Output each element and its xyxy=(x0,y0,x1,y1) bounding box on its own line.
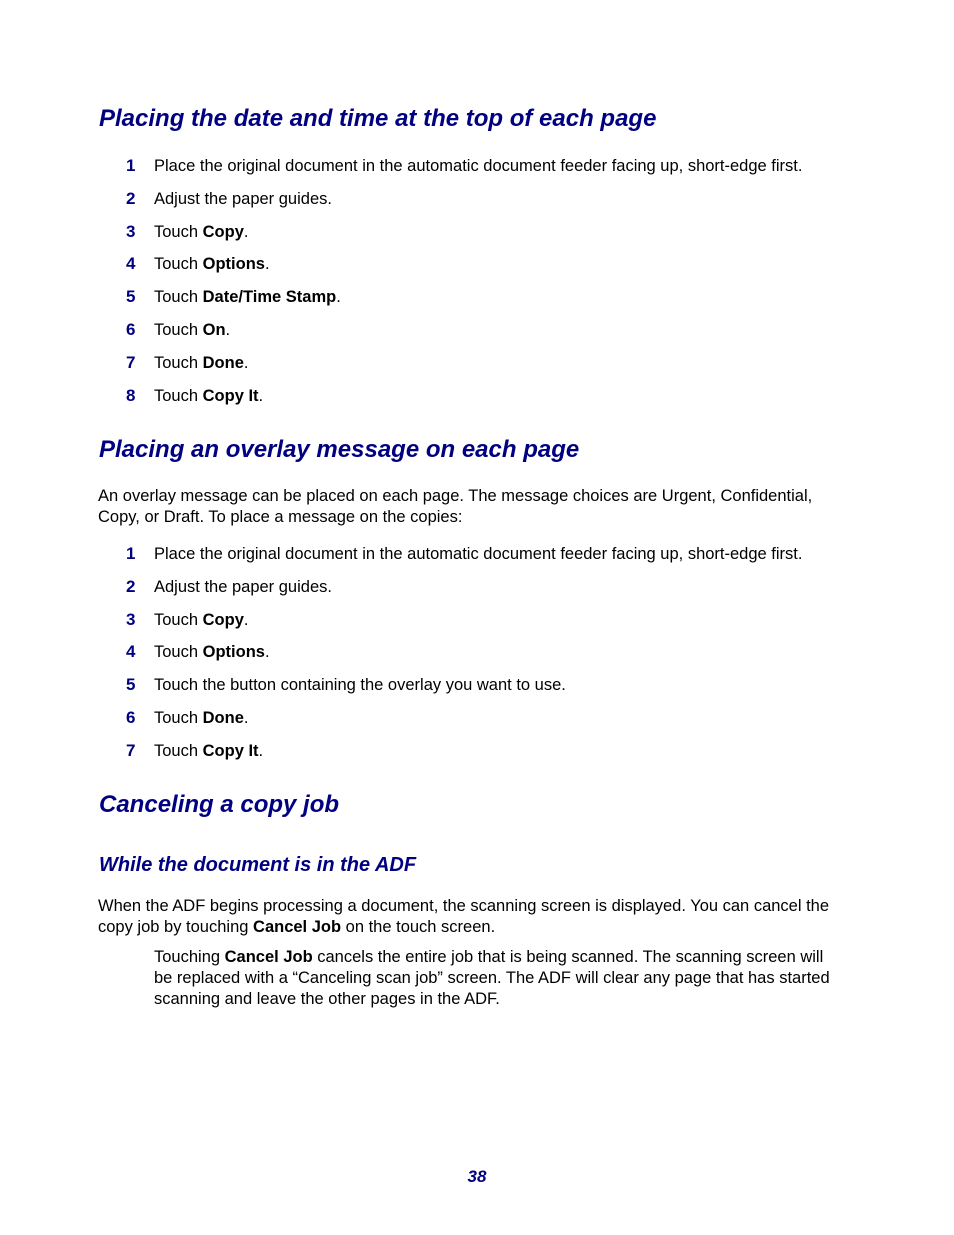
step-text-pre: Place the original document in the automatic document feeder facing up, short-edge first. xyxy=(154,157,803,175)
step-number: 6 xyxy=(126,707,136,727)
step-text-pre: Touch xyxy=(154,255,203,274)
step-text-pre: Touch xyxy=(154,741,203,760)
step-text-pre: Place the original document in the automatic document feeder facing up, short-edge first. xyxy=(154,545,803,563)
list-item xyxy=(0,353,954,386)
overlay-intro-paragraph xyxy=(98,486,858,528)
ui-control-term: Copy xyxy=(202,610,244,629)
page-number: 38 xyxy=(467,1167,487,1186)
ui-control-term: Date/Time Stamp xyxy=(202,288,337,307)
step-number: 7 xyxy=(126,352,136,372)
step-number: 5 xyxy=(126,675,136,695)
list-item xyxy=(0,156,954,189)
step-text-pre: Touch xyxy=(154,708,203,727)
paragraph-text: copy job by touching xyxy=(98,918,254,936)
paragraph-line: When the ADF begins processing a document, the scanning screen is displayed. You can cancel the xyxy=(98,897,830,915)
ui-control-term: Options xyxy=(202,255,265,274)
step-text xyxy=(154,287,341,307)
section-heading-date-time: Placing the date and time at the top of each page xyxy=(99,105,657,132)
paragraph-text: on the touch screen. xyxy=(341,918,496,936)
step-text-pre: Adjust the paper guides. xyxy=(154,189,332,208)
ui-control-term: On xyxy=(202,320,226,339)
list-item xyxy=(0,610,954,643)
step-number: 8 xyxy=(126,385,136,405)
step-text xyxy=(154,320,230,340)
steps-list-overlay xyxy=(0,544,954,774)
step-text-post: . xyxy=(243,708,249,727)
step-text-post: . xyxy=(243,610,249,629)
step-text-pre: Touch xyxy=(154,643,203,662)
step-number: 4 xyxy=(126,254,136,274)
subsection-heading-adf: While the document is in the ADF xyxy=(99,854,417,876)
step-text-pre: Touch xyxy=(154,222,203,241)
list-item xyxy=(0,741,954,774)
step-number: 5 xyxy=(126,287,136,307)
step-text xyxy=(154,675,566,695)
step-number: 1 xyxy=(126,156,136,175)
step-text xyxy=(154,156,802,176)
list-item xyxy=(0,320,954,353)
step-text-pre: Touch xyxy=(154,288,203,307)
step-text xyxy=(154,577,332,597)
section-heading-overlay: Placing an overlay message on each page xyxy=(99,436,580,463)
list-item xyxy=(0,287,954,320)
step-text xyxy=(154,708,248,728)
step-number: 2 xyxy=(126,188,136,208)
list-item xyxy=(0,544,954,577)
ui-control-term: Done xyxy=(202,708,244,727)
step-text-post: . xyxy=(258,741,264,760)
step-text-post: . xyxy=(264,255,270,274)
step-text xyxy=(154,741,263,761)
list-item xyxy=(0,642,954,675)
cancel-job-note xyxy=(154,947,874,1010)
list-item xyxy=(0,386,954,419)
adf-paragraph xyxy=(98,896,858,938)
step-text-post: . xyxy=(264,643,270,662)
ui-control-term: Copy xyxy=(202,222,244,241)
cancel-job-term: Cancel Job xyxy=(224,948,313,966)
step-text xyxy=(154,610,248,630)
paragraph-text: cancels the entire job that is being scanned. The scanning screen will xyxy=(312,948,824,966)
ui-control-term: Copy It xyxy=(202,741,259,760)
step-number: 4 xyxy=(126,642,136,662)
step-text-pre: Touch xyxy=(154,353,203,372)
step-number: 7 xyxy=(126,740,136,760)
step-text xyxy=(154,642,270,662)
paragraph-line: be replaced with a “Canceling scan job” screen. The ADF will clear any page that has started xyxy=(154,969,830,987)
step-text-pre: Touch xyxy=(154,386,203,405)
paragraph-line: scanning and leave the other pages in the ADF. xyxy=(154,990,500,1008)
ui-control-term: Options xyxy=(202,643,265,662)
step-text-post: . xyxy=(243,353,249,372)
step-number: 6 xyxy=(126,319,136,339)
step-text-post: . xyxy=(258,386,264,405)
step-text xyxy=(154,353,248,373)
section-heading-canceling: Canceling a copy job xyxy=(99,791,340,818)
step-text xyxy=(154,189,332,209)
list-item xyxy=(0,189,954,222)
step-text xyxy=(154,254,270,274)
intro-line: An overlay message can be placed on each page. The message choices are Urgent, Confidential, xyxy=(98,487,813,505)
step-text xyxy=(154,222,248,242)
intro-line: Copy, or Draft. To place a message on the copies: xyxy=(98,508,463,526)
cancel-job-term: Cancel Job xyxy=(253,918,342,936)
step-text xyxy=(154,544,802,564)
steps-list-date-time xyxy=(0,156,954,418)
list-item xyxy=(0,577,954,610)
step-number: 2 xyxy=(126,576,136,596)
step-text-post: . xyxy=(225,320,231,339)
step-text xyxy=(154,386,263,406)
paragraph-text: Touching xyxy=(154,948,225,966)
step-text-pre: Touch the button containing the overlay you want to use. xyxy=(154,676,566,695)
step-text-pre: Touch xyxy=(154,320,203,339)
step-text-post: . xyxy=(243,222,249,241)
step-number: 3 xyxy=(126,221,136,241)
step-text-post: . xyxy=(336,288,341,307)
step-number: 1 xyxy=(126,544,136,563)
list-item xyxy=(0,675,954,708)
list-item xyxy=(0,708,954,741)
step-text-pre: Adjust the paper guides. xyxy=(154,577,332,596)
ui-control-term: Done xyxy=(202,353,244,372)
step-text-pre: Touch xyxy=(154,610,203,629)
step-number: 3 xyxy=(126,609,136,629)
list-item xyxy=(0,222,954,255)
ui-control-term: Copy It xyxy=(202,386,259,405)
list-item xyxy=(0,254,954,287)
